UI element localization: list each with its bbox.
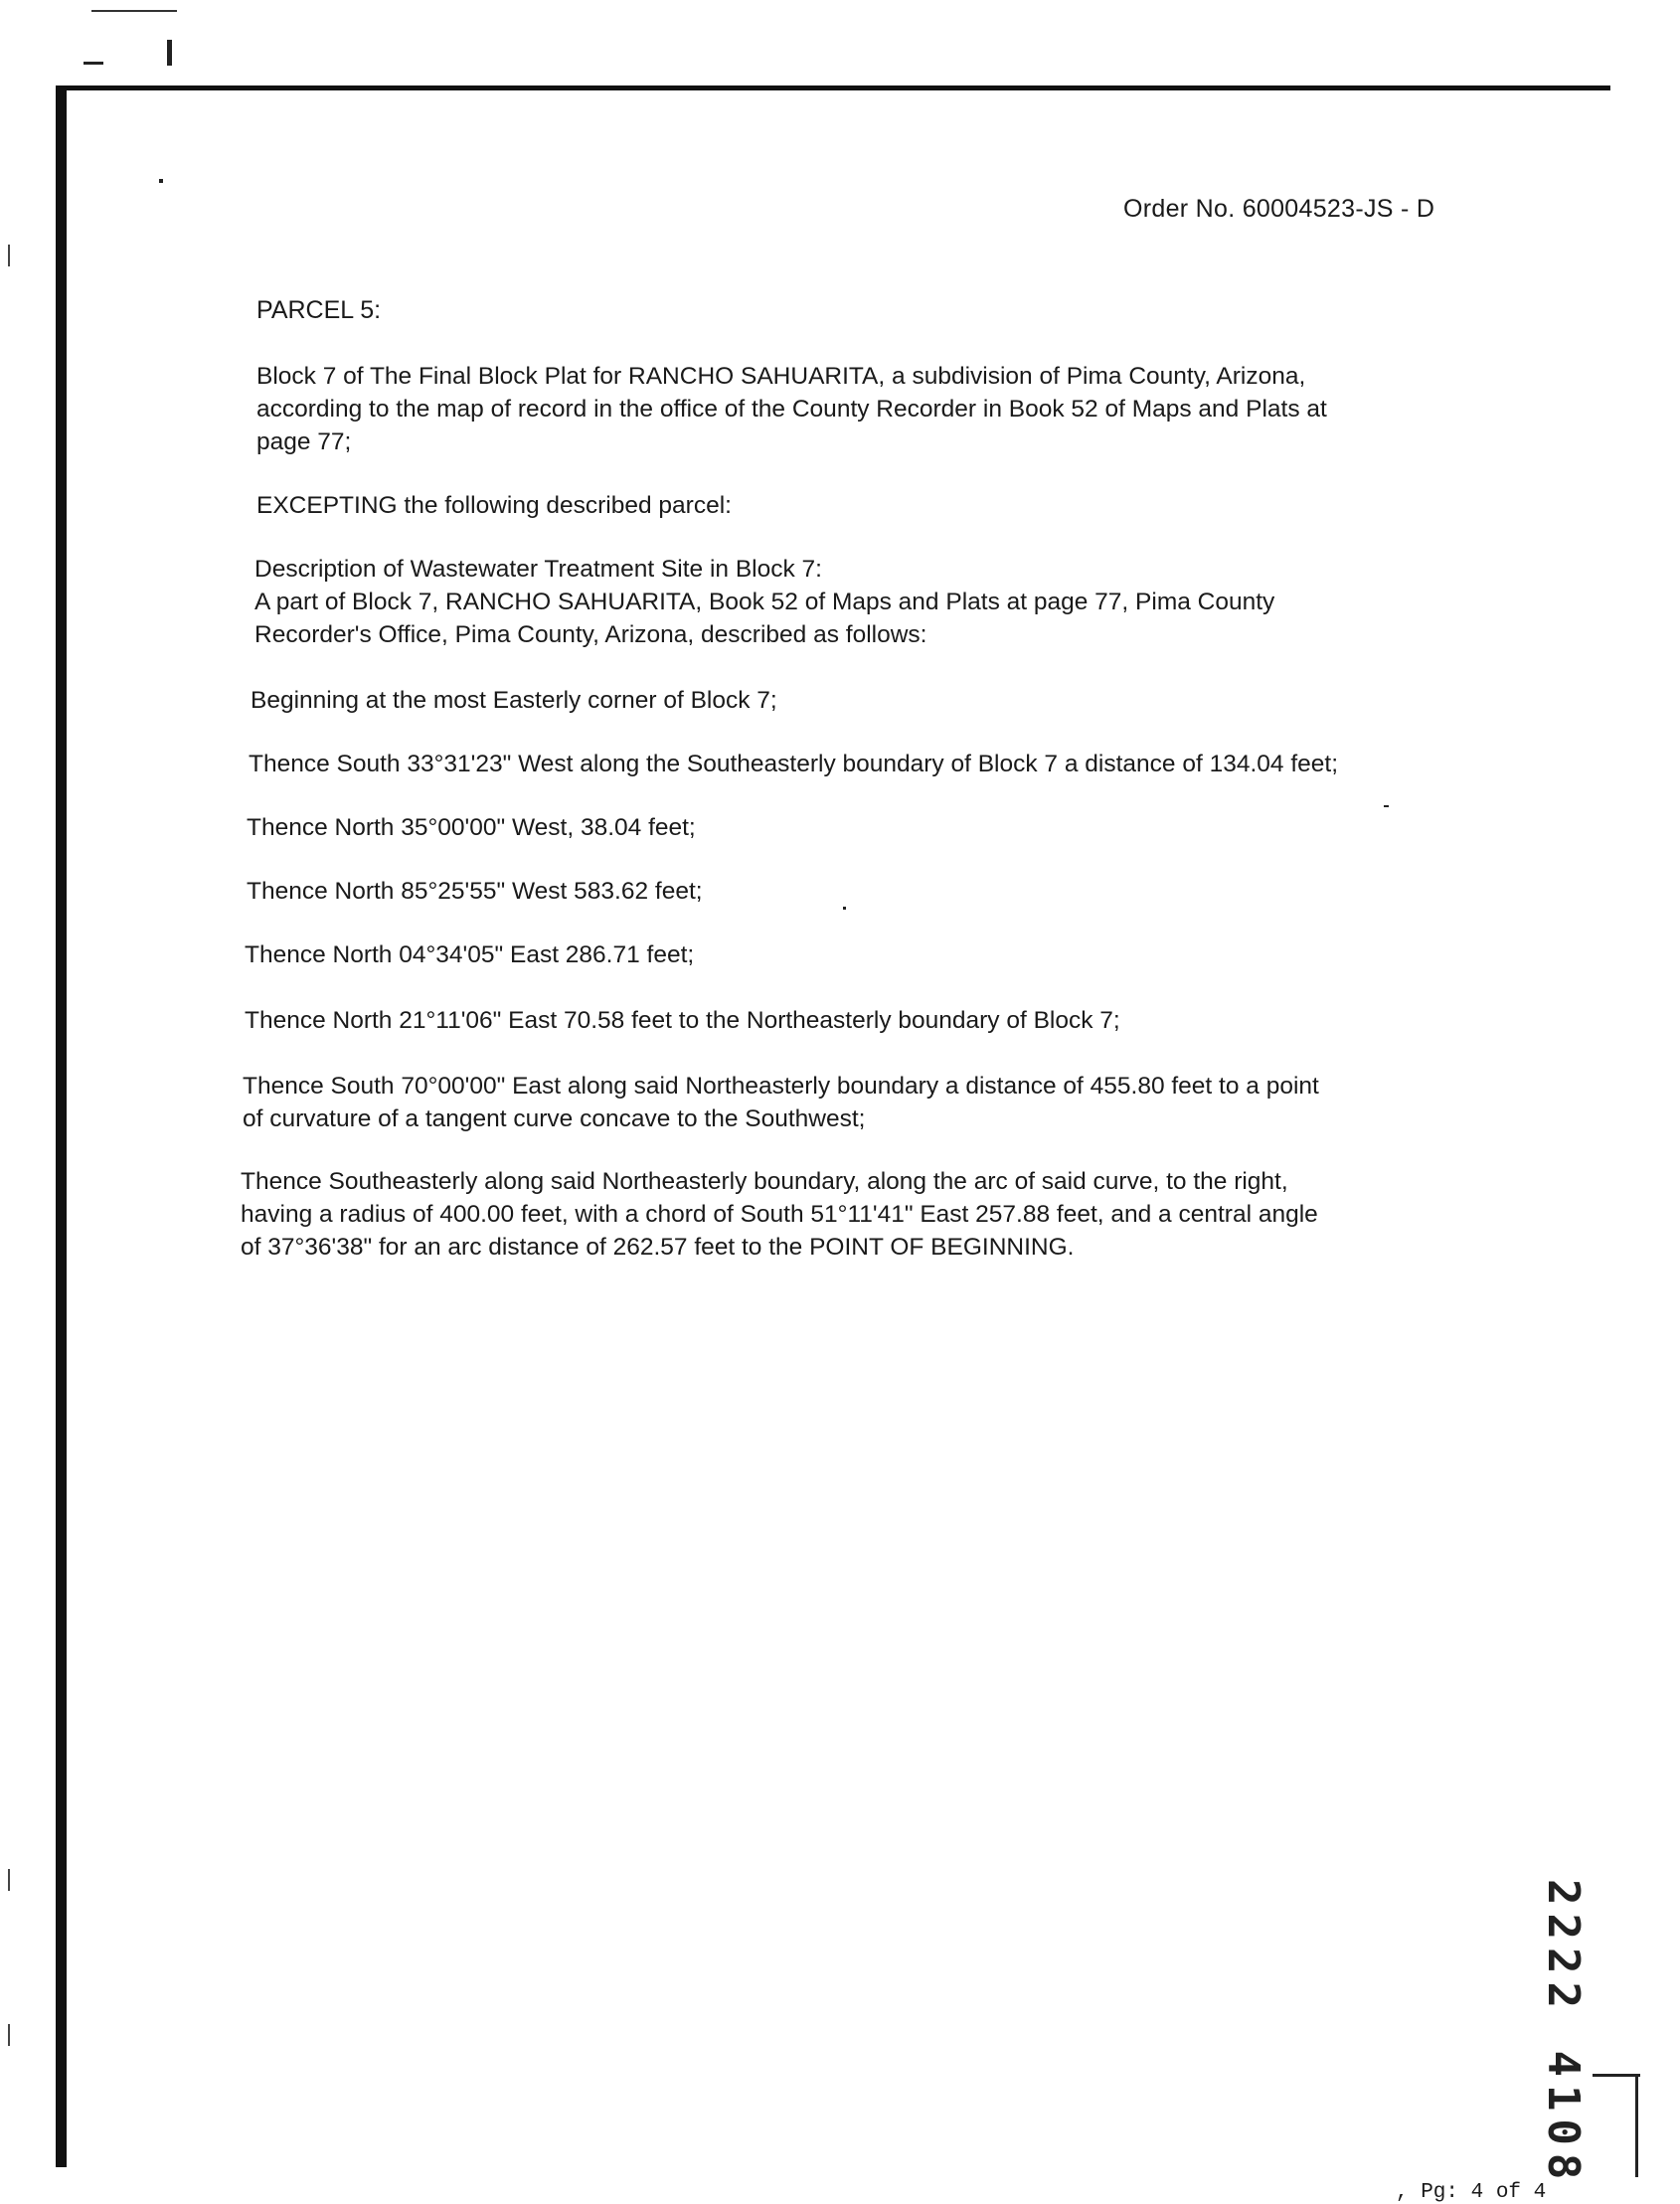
- scan-edge-tick: [8, 245, 10, 266]
- text-line: Thence North 35°00'00" West, 38.04 feet;: [247, 814, 696, 841]
- text-line: Thence North 04°34'05" East 286.71 feet;: [245, 941, 695, 968]
- paragraph-course-4: [245, 938, 694, 971]
- page-number: , Pg: 4 of 4: [1396, 2181, 1547, 2204]
- text-line: Thence North 85°25'55" West 583.62 feet;: [247, 878, 703, 905]
- paragraph-beginning: [251, 684, 777, 717]
- corner-mark: [1593, 2074, 1640, 2077]
- paragraph-block7: [256, 360, 1327, 458]
- corner-mark: [1635, 2074, 1638, 2177]
- scan-speck: [843, 907, 846, 910]
- paragraph-course-5: [245, 1004, 1120, 1037]
- paragraph-course-1: [249, 748, 1338, 780]
- text-line: Thence South 70°00'00" East along said Northeasterly boundary a distance of 455.80 feet to a point: [243, 1073, 1319, 1100]
- scan-edge-tick: [8, 1869, 10, 1891]
- recording-number: 2222 4108: [1538, 1879, 1589, 2188]
- text-line: Description of Wastewater Treatment Site in Block 7:: [254, 556, 822, 583]
- text-line: A part of Block 7, RANCHO SAHUARITA, Book 52 of Maps and Plats at page 77, Pima County: [254, 589, 1275, 615]
- text-line: of 37°36'38" for an arc distance of 262.57 feet to the POINT OF BEGINNING.: [241, 1234, 1075, 1261]
- scan-speck: [167, 40, 172, 66]
- scan-speck: [159, 179, 163, 183]
- text-line: Thence Southeasterly along said Northeasterly boundary, along the arc of said curve, to the right,: [241, 1168, 1288, 1195]
- scan-top-rule: [60, 85, 1610, 90]
- order-number: Order No. 60004523-JS - D: [1123, 195, 1435, 223]
- scan-left-border: [56, 85, 67, 2167]
- paragraph-course-2: [247, 811, 696, 844]
- text-line: Thence South 33°31'23" West along the Southeasterly boundary of Block 7 a distance of 134.04 feet;: [249, 751, 1339, 777]
- scan-speck: [84, 62, 103, 65]
- text-line: EXCEPTING the following described parcel:: [256, 492, 732, 519]
- paragraph-wastewater-site: [254, 553, 1274, 651]
- text-line: page 77;: [256, 428, 352, 455]
- paragraph-excepting: [256, 489, 732, 522]
- paragraph-course-3: [247, 875, 703, 908]
- text-line: having a radius of 400.00 feet, with a chord of South 51°11'41" East 257.88 feet, and a central angle: [241, 1201, 1318, 1228]
- text-line: Recorder's Office, Pima County, Arizona, described as follows:: [254, 621, 927, 648]
- paragraph-curve: [241, 1165, 1318, 1264]
- text-line: Thence North 21°11'06" East 70.58 feet to the Northeasterly boundary of Block 7;: [245, 1007, 1120, 1034]
- paragraph-course-6: [243, 1070, 1319, 1135]
- text-line: according to the map of record in the office of the County Recorder in Book 52 of Maps and Plats at: [256, 396, 1327, 423]
- parcel-heading: PARCEL 5:: [256, 296, 382, 324]
- scan-top-mark: [91, 10, 177, 12]
- scan-edge-tick: [8, 2024, 10, 2046]
- text-line: of curvature of a tangent curve concave to the Southwest;: [243, 1105, 866, 1132]
- scan-speck: [1384, 805, 1389, 807]
- text-line: Beginning at the most Easterly corner of Block 7;: [251, 687, 777, 714]
- text-line: Block 7 of The Final Block Plat for RANCHO SAHUARITA, a subdivision of Pima County, Arizona,: [256, 363, 1306, 390]
